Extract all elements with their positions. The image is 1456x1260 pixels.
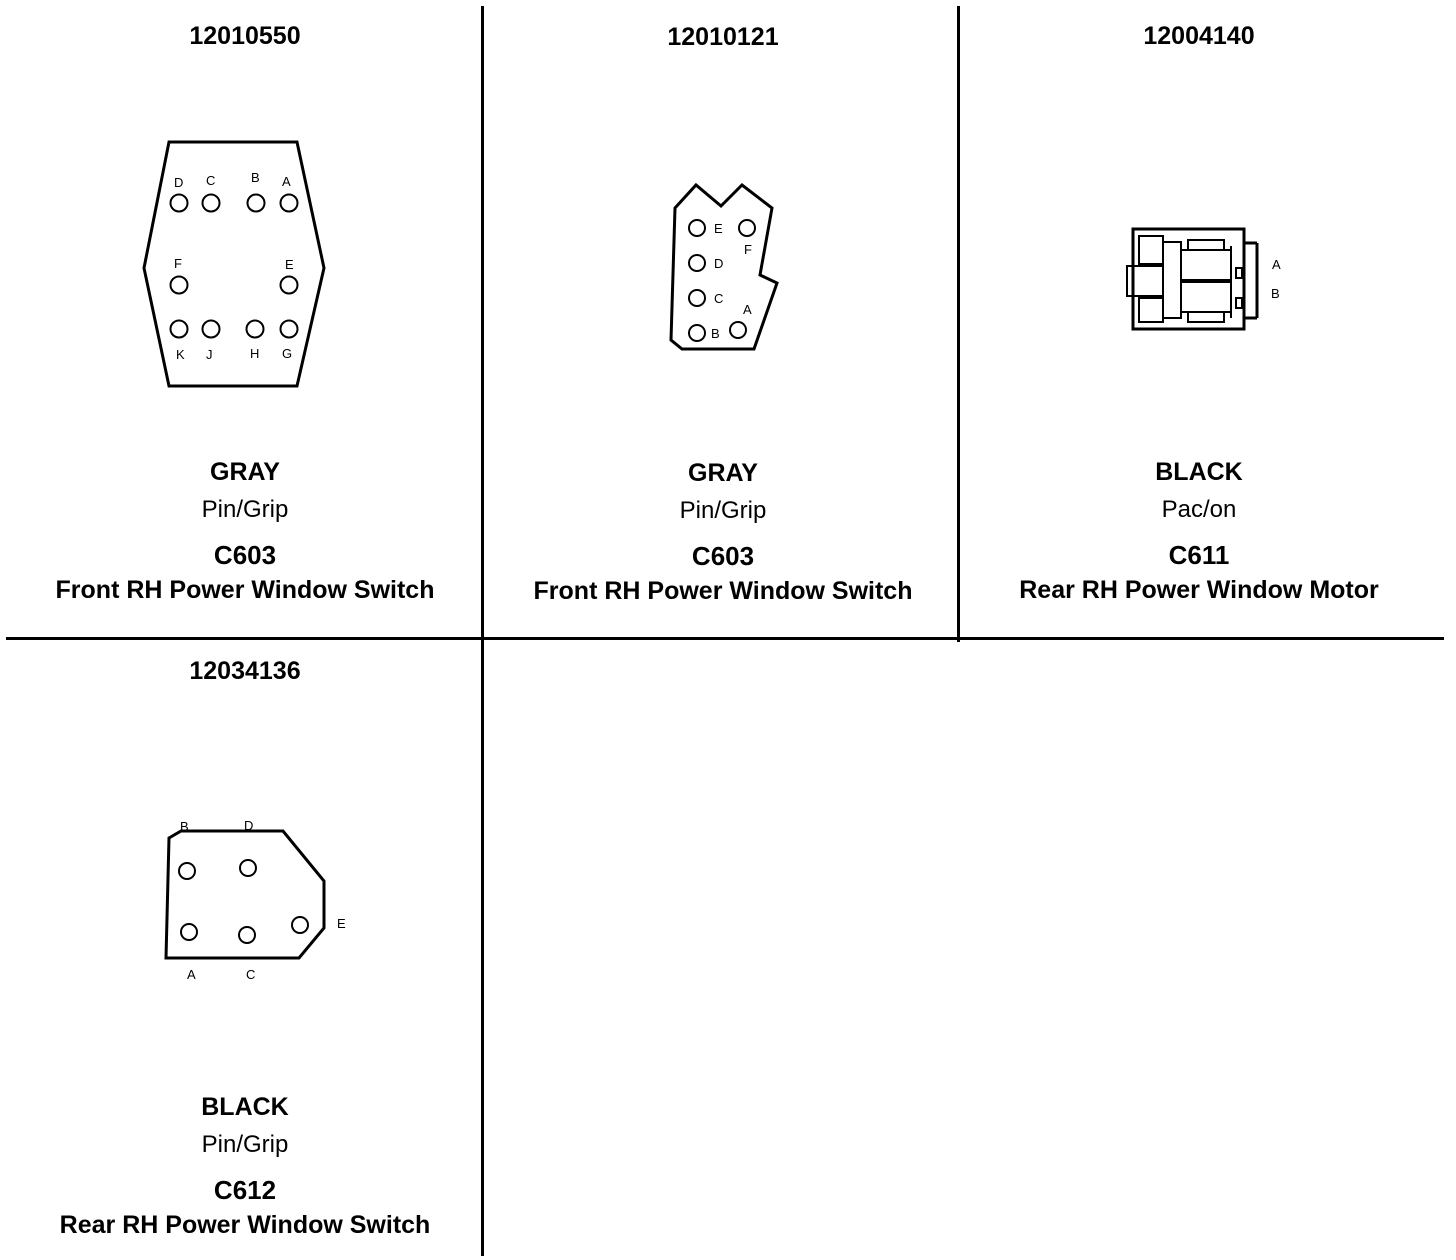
pin-label-C: C xyxy=(246,967,256,982)
part-number: 12034136 xyxy=(189,657,301,685)
connector-description: Rear RH Power Window Motor xyxy=(1019,576,1379,604)
connector-12034136-face-diagram xyxy=(6,640,484,1040)
pin-label-D: D xyxy=(174,175,184,190)
connector-panel-2 xyxy=(484,0,962,636)
connector-color: BLACK xyxy=(1155,458,1243,486)
pin-label-A: A xyxy=(1272,257,1281,272)
pin-label-D: D xyxy=(244,818,254,833)
terminal-type: Pac/on xyxy=(1161,496,1237,523)
connector-panel-4 xyxy=(6,640,484,1260)
pin-label-F: F xyxy=(744,242,752,257)
pin-label-E: E xyxy=(714,221,723,236)
connector-description: Front RH Power Window Switch xyxy=(533,577,913,605)
terminal-type: Pin/Grip xyxy=(201,1131,289,1158)
connector-12004140-face-diagram xyxy=(960,0,1438,420)
pin-label-B: B xyxy=(1271,286,1280,301)
connector-description: Front RH Power Window Switch xyxy=(55,576,435,604)
part-number: 12010121 xyxy=(667,23,779,51)
connector-description: Rear RH Power Window Switch xyxy=(59,1211,431,1239)
pin-label-A: A xyxy=(187,967,196,982)
connector-color: GRAY xyxy=(210,458,280,486)
pin-label-C: C xyxy=(714,291,724,306)
pin-label-J: J xyxy=(206,347,213,362)
connector-id: C611 xyxy=(1168,540,1230,570)
connector-color: GRAY xyxy=(688,459,758,487)
connector-12010121-face-diagram xyxy=(484,0,962,420)
pin-label-G: G xyxy=(282,346,293,361)
pin-label-A: A xyxy=(282,174,291,189)
connector-panel-1 xyxy=(6,0,484,636)
pin-label-B: B xyxy=(711,326,720,341)
part-number: 12004140 xyxy=(1143,22,1255,50)
connector-id: C612 xyxy=(213,1175,277,1205)
pin-label-E: E xyxy=(285,257,294,272)
pin-label-F: F xyxy=(174,256,182,271)
connector-id: C603 xyxy=(691,541,755,571)
pin-label-B: B xyxy=(251,170,260,185)
pin-label-C: C xyxy=(206,173,216,188)
pin-label-D: D xyxy=(714,256,724,271)
pin-label-H: H xyxy=(250,346,260,361)
pin-label-B: B xyxy=(180,819,189,834)
connector-panel-3 xyxy=(960,0,1438,636)
connector-color: BLACK xyxy=(201,1093,289,1121)
pin-label-A: A xyxy=(743,302,752,317)
part-number: 12010550 xyxy=(189,22,301,50)
terminal-type: Pin/Grip xyxy=(201,496,289,523)
terminal-type: Pin/Grip xyxy=(679,497,767,524)
connector-id: C603 xyxy=(213,540,277,570)
connector-12010550-face-diagram xyxy=(6,0,484,420)
pin-label-E: E xyxy=(337,916,346,931)
pin-label-K: K xyxy=(176,347,185,362)
